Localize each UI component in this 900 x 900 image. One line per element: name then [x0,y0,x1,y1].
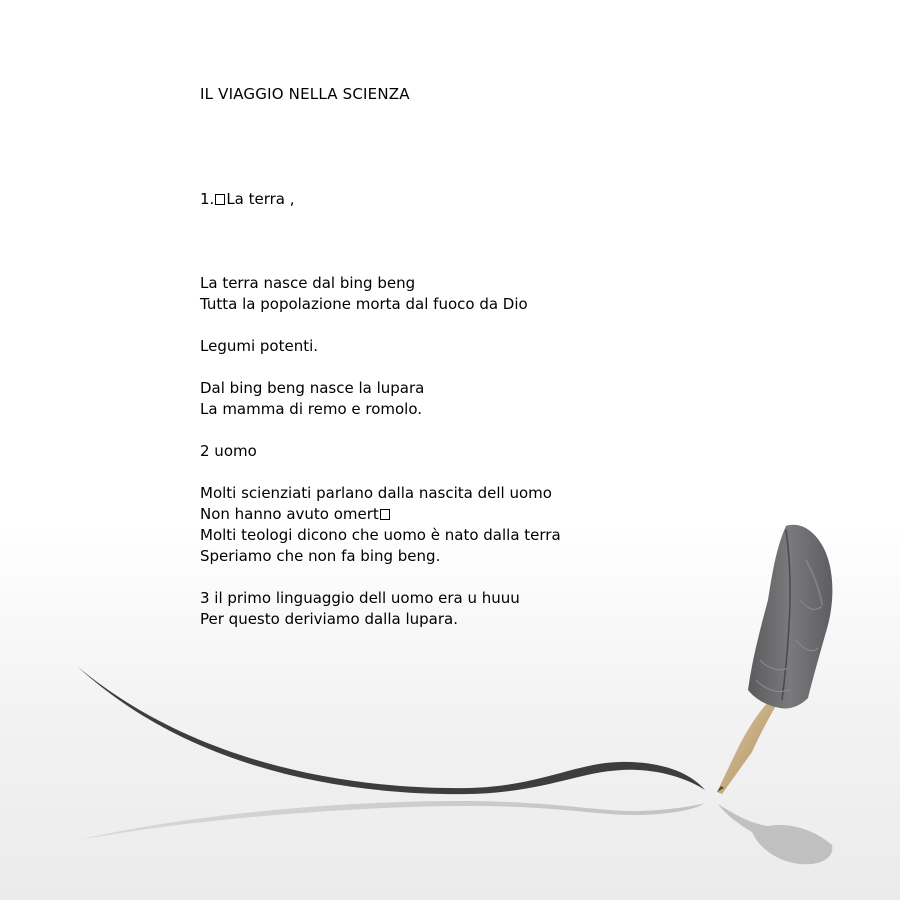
text-line: Molti teologi dicono che uomo è nato dalla terra [200,526,561,544]
text-line-with-missing-glyph [200,504,760,525]
blank-line [200,420,760,441]
text-line: Non hanno avuto omert [200,505,379,523]
quill-reflection-icon [718,804,832,864]
missing-glyph-icon [215,194,225,205]
text-line: Speriamo che non fa bing beng. [200,547,441,565]
ink-stroke [78,667,705,794]
section-heading-number: 1. [200,190,215,208]
text-line: Dal bing beng nasce la lupara [200,379,425,397]
section-heading [200,190,295,208]
document-body [200,273,760,630]
text-line: Tutta la popolazione morta dal fuoco da Dio [200,295,528,313]
ink-reflection [78,801,705,840]
text-line: 2 uomo [200,442,257,460]
missing-glyph-icon [380,509,390,520]
text-line: La terra nasce dal bing beng [200,274,416,292]
section-heading-text: La terra , [226,190,295,208]
blank-line [200,567,760,588]
blank-line [200,357,760,378]
blank-line [200,315,760,336]
text-line: Molti scienziati parlano dalla nascita dell uomo [200,484,552,502]
text-line: Per questo deriviamo dalla lupara. [200,610,458,628]
text-line: 3 il primo linguaggio dell uomo era u huuu [200,589,520,607]
document-title: IL VIAGGIO NELLA SCIENZA [200,85,410,103]
text-line: Legumi potenti. [200,337,319,355]
blank-line [200,462,760,483]
text-line: La mamma di remo e romolo. [200,400,423,418]
